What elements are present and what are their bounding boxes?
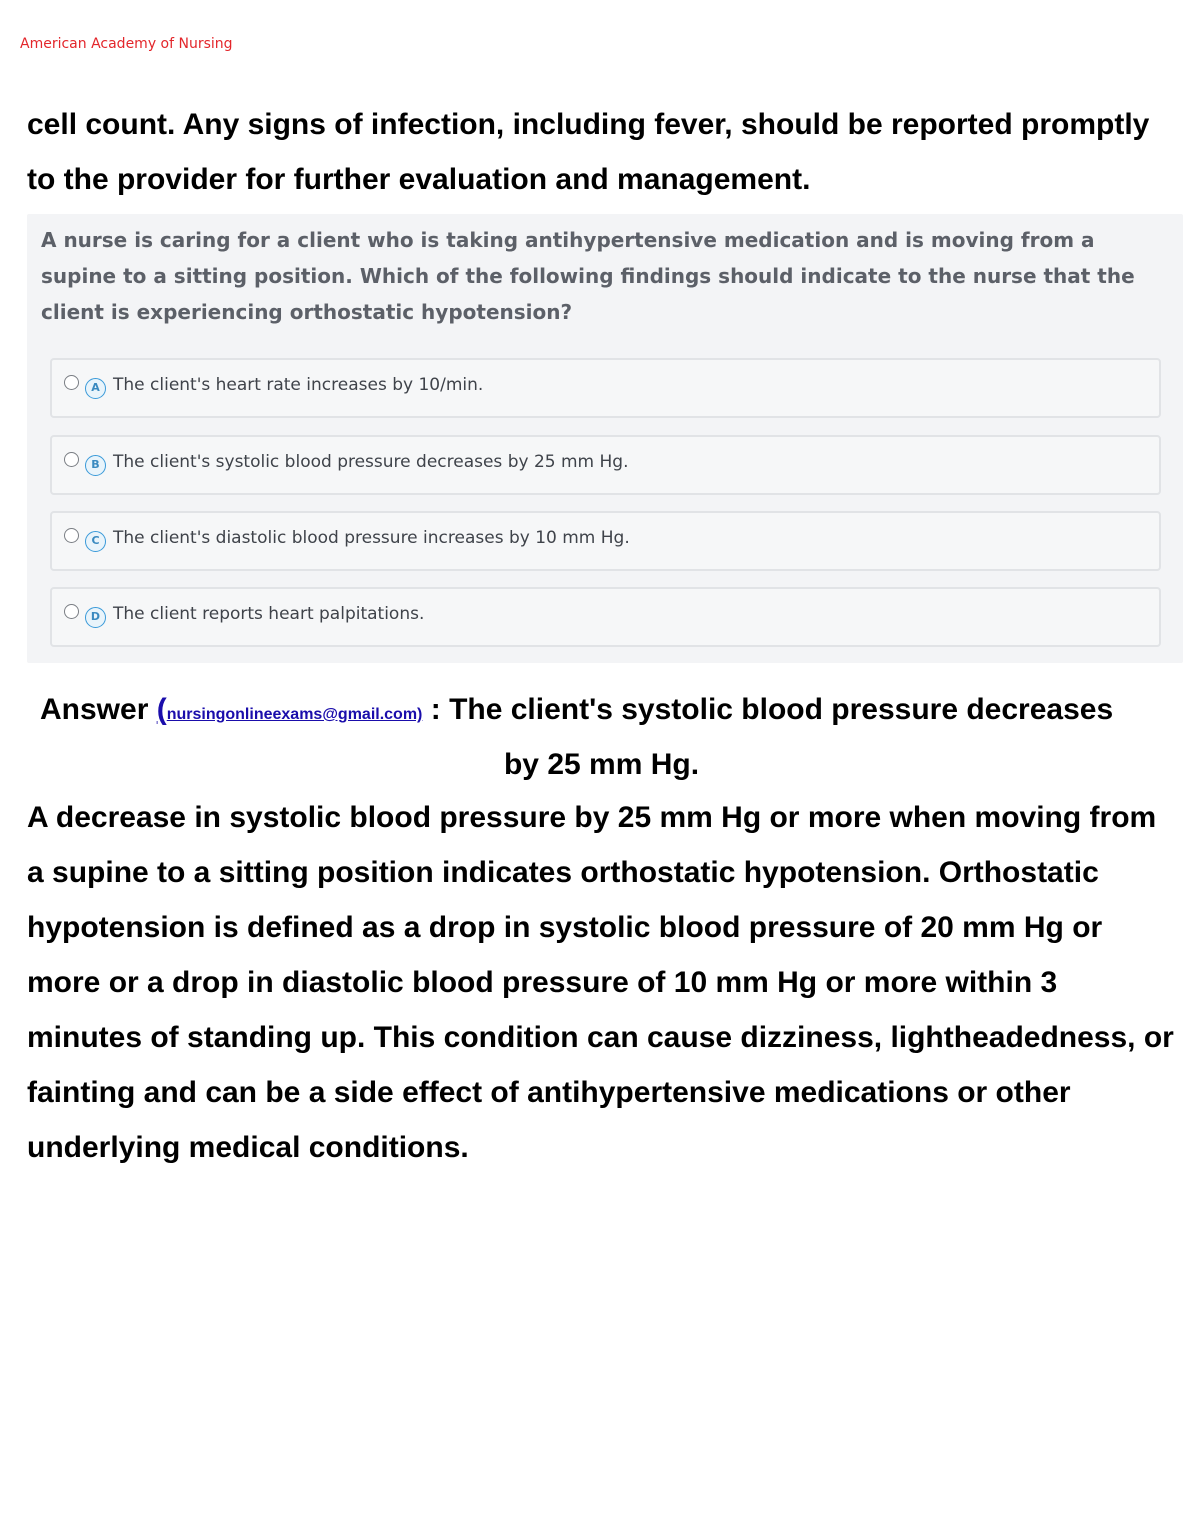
option-letter-badge: D [85,607,106,628]
option-letter-badge: B [85,455,106,476]
explanation-paragraph: A decrease in systolic blood pressure by 25 mm Hg or more when moving from a supine to a sitting position indicates orthostatic hypotension. Orthostatic hypotension is defined as a drop in systolic blood pressure of 20 mm Hg or more or a drop in diastolic blood pressure of 10 mm Hg or more within 3 minutes of standing up. This condition can cause dizziness, lightheadedness, or fainting and can be a side effect of antihypertensive medications or other underlying medical conditions. [27,801,1174,1164]
option-text: The client's systolic blood pressure decreases by 25 mm Hg. [113,452,629,472]
answer-line [40,682,1170,742]
answer-text: The client's systolic blood pressure decreases [449,693,1114,726]
option-text: The client reports heart palpitations. [113,604,425,624]
option-a[interactable] [50,358,1161,418]
option-text: The client's diastolic blood pressure increases by 10 mm Hg. [113,528,630,548]
email-link[interactable]: nursingonlineexams@gmail.com) [166,706,423,723]
option-letter-badge: C [85,531,106,552]
option-text: The client's heart rate increases by 10/min. [113,375,484,395]
radio-button-icon[interactable] [64,375,79,390]
answer-separator: : [430,693,441,726]
email-link-paren[interactable]: ( [156,693,167,726]
option-b[interactable] [50,435,1161,495]
radio-button-icon[interactable] [64,604,79,619]
option-letter-badge: A [85,378,106,399]
radio-button-icon[interactable] [64,528,79,543]
option-d[interactable] [50,587,1161,647]
organization-name: American Academy of Nursing [20,36,233,52]
intro-paragraph: cell count. Any signs of infection, including fever, should be reported promptly to the provider for further evaluation and management. [27,108,1150,196]
answer-text-continued: by 25 mm Hg. [503,748,700,781]
option-c[interactable] [50,511,1161,571]
quiz-question-panel [27,214,1183,663]
radio-button-icon[interactable] [64,452,79,467]
answer-label: Answer [40,693,149,726]
question-text: A nurse is caring for a client who is taking antihypertensive medication and is moving from a supine to a sitting position. Which of the following findings should indicate to the nurse that the client is experiencing orthostatic hypotension? [41,228,1135,324]
